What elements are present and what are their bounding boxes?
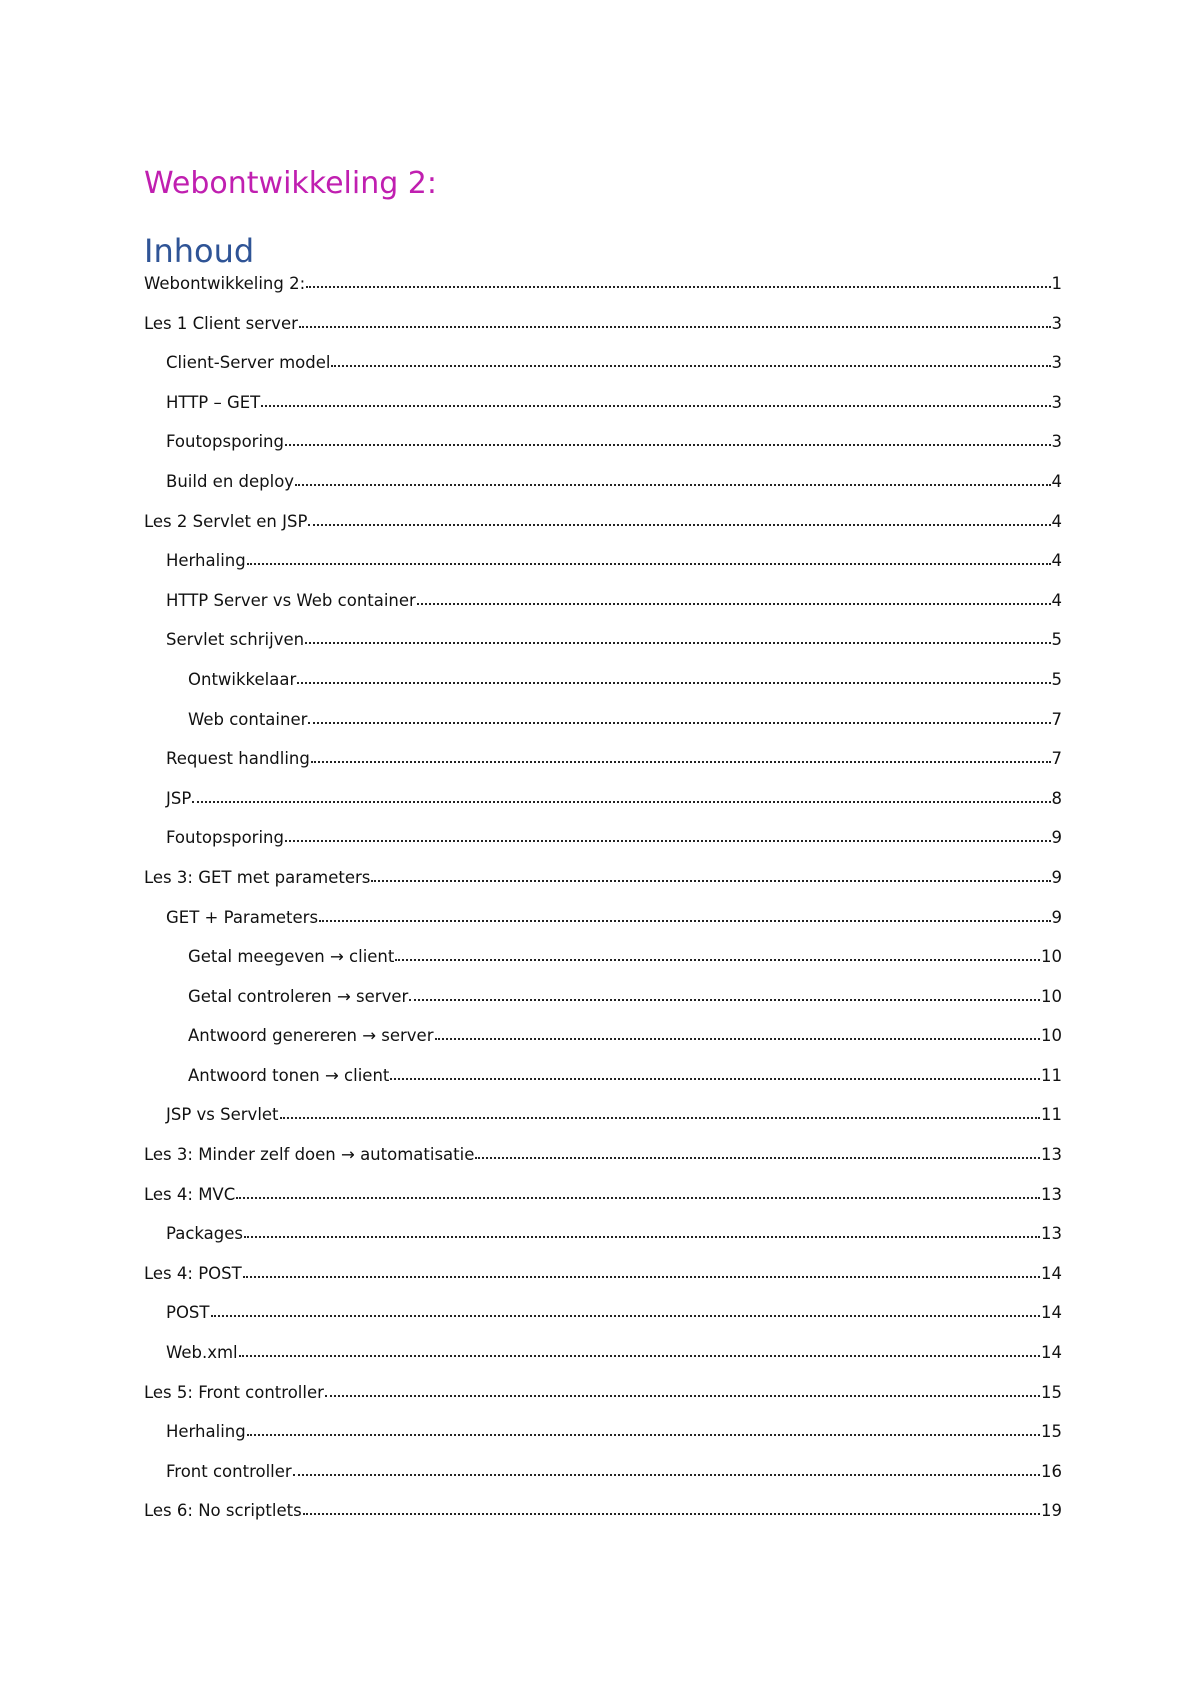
toc-entry-title: Web.xml [166, 1343, 238, 1363]
toc-heading: Inhoud [144, 232, 255, 270]
toc-page-number: 11 [1041, 1105, 1062, 1125]
toc-page-number: 5 [1051, 630, 1062, 650]
toc-page-number: 15 [1041, 1422, 1062, 1442]
toc-page-number: 10 [1041, 1026, 1062, 1046]
toc-entry[interactable] [144, 1501, 1062, 1541]
toc-dot-leader [435, 1038, 1041, 1040]
toc-page-number: 7 [1051, 709, 1062, 729]
toc-entry[interactable] [144, 670, 1062, 710]
toc-entry[interactable] [144, 472, 1062, 512]
toc-entry[interactable] [144, 1145, 1062, 1185]
toc-entry[interactable] [144, 1066, 1062, 1106]
toc-entry-title: Client-Server model [166, 353, 331, 373]
toc-page-number: 15 [1041, 1382, 1062, 1402]
toc-entry[interactable] [144, 908, 1062, 948]
toc-entry-title: JSP [166, 788, 192, 808]
toc-dot-leader [311, 761, 1051, 763]
table-of-contents [144, 274, 1062, 1541]
toc-page-number: 9 [1051, 867, 1062, 887]
toc-dot-leader [308, 722, 1050, 724]
toc-entry[interactable] [144, 1303, 1062, 1343]
toc-entry[interactable] [144, 1026, 1062, 1066]
toc-dot-leader [319, 920, 1050, 922]
toc-dot-leader [299, 326, 1051, 328]
toc-dot-leader [192, 801, 1050, 803]
toc-page-number: 1 [1051, 274, 1062, 293]
toc-page-number: 7 [1051, 749, 1062, 769]
toc-entry-title: HTTP – GET [166, 392, 261, 412]
toc-dot-leader [325, 1395, 1040, 1397]
toc-dot-leader [280, 1117, 1040, 1119]
toc-entry[interactable] [144, 630, 1062, 670]
toc-entry[interactable] [144, 314, 1062, 354]
toc-entry[interactable] [144, 749, 1062, 789]
toc-entry-title: Herhaling [166, 551, 246, 571]
toc-dot-leader [236, 1197, 1040, 1199]
toc-entry-title: GET + Parameters [166, 907, 319, 927]
toc-entry-title: Servlet schrijven [166, 630, 305, 650]
toc-dot-leader [247, 563, 1051, 565]
toc-page-number: 10 [1041, 986, 1062, 1006]
toc-entry-title: Les 2 Servlet en JSP [144, 511, 308, 531]
toc-entry[interactable] [144, 1343, 1062, 1383]
toc-page-number: 9 [1051, 828, 1062, 848]
toc-entry-title: Les 1 Client server [144, 313, 298, 333]
toc-page-number: 19 [1041, 1501, 1062, 1521]
toc-entry[interactable] [144, 1422, 1062, 1462]
toc-page-number: 4 [1051, 511, 1062, 531]
toc-entry-title: Antwoord tonen → client [188, 1065, 390, 1085]
toc-page-number: 3 [1051, 353, 1062, 373]
toc-dot-leader [308, 524, 1050, 526]
toc-page-number: 14 [1041, 1303, 1062, 1323]
toc-dot-leader [244, 1236, 1040, 1238]
toc-entry[interactable] [144, 512, 1062, 552]
toc-dot-leader [243, 1276, 1040, 1278]
toc-entry-title: Getal meegeven → client [188, 947, 395, 967]
toc-page-number: 4 [1051, 551, 1062, 571]
toc-page-number: 9 [1051, 907, 1062, 927]
toc-dot-leader [261, 405, 1050, 407]
toc-entry[interactable] [144, 947, 1062, 987]
toc-dot-leader [331, 365, 1050, 367]
toc-dot-leader [247, 1434, 1040, 1436]
toc-entry[interactable] [144, 828, 1062, 868]
toc-entry[interactable] [144, 710, 1062, 750]
toc-page-number: 14 [1041, 1263, 1062, 1283]
toc-entry-title: Webontwikkeling 2: [144, 274, 306, 293]
toc-page-number: 14 [1041, 1343, 1062, 1363]
toc-page-number: 8 [1051, 788, 1062, 808]
toc-page-number: 4 [1051, 471, 1062, 491]
toc-entry[interactable] [144, 551, 1062, 591]
toc-entry-title: Web container [188, 709, 308, 729]
toc-page-number: 3 [1051, 392, 1062, 412]
toc-entry[interactable] [144, 1224, 1062, 1264]
toc-dot-leader [211, 1315, 1041, 1317]
toc-entry[interactable] [144, 868, 1062, 908]
toc-entry-title: Build en deploy [166, 471, 295, 491]
toc-entry[interactable] [144, 1185, 1062, 1225]
document-title: Webontwikkeling 2: [144, 166, 437, 201]
toc-entry-title: POST [166, 1303, 210, 1323]
toc-entry-title: Herhaling [166, 1422, 246, 1442]
toc-page-number: 13 [1041, 1145, 1062, 1165]
toc-dot-leader [390, 1078, 1040, 1080]
toc-page-number: 16 [1041, 1461, 1062, 1481]
toc-entry[interactable] [144, 1264, 1062, 1304]
toc-dot-leader [239, 1355, 1040, 1357]
toc-page-number: 5 [1051, 669, 1062, 689]
toc-entry[interactable] [144, 393, 1062, 433]
toc-dot-leader [409, 999, 1040, 1001]
toc-entry-title: HTTP Server vs Web container [166, 590, 416, 610]
toc-entry[interactable] [144, 274, 1062, 314]
toc-entry-title: Les 3: GET met parameters [144, 867, 371, 887]
toc-entry-title: Foutopsporing [166, 432, 284, 452]
toc-entry[interactable] [144, 1462, 1062, 1502]
toc-page-number: 4 [1051, 590, 1062, 610]
toc-page-number: 13 [1041, 1184, 1062, 1204]
toc-dot-leader [305, 642, 1050, 644]
toc-entry-title: JSP vs Servlet [166, 1105, 279, 1125]
toc-page-number: 13 [1041, 1224, 1062, 1244]
toc-page-number: 10 [1041, 947, 1062, 967]
toc-dot-leader [417, 603, 1051, 605]
toc-dot-leader [475, 1157, 1040, 1159]
toc-entry[interactable] [144, 789, 1062, 829]
toc-dot-leader [293, 1474, 1040, 1476]
toc-entry-title: Front controller [166, 1461, 292, 1481]
toc-dot-leader [306, 286, 1050, 288]
toc-entry-title: Foutopsporing [166, 828, 284, 848]
toc-entry[interactable] [144, 987, 1062, 1027]
toc-page-number: 11 [1041, 1065, 1062, 1085]
toc-dot-leader [371, 880, 1050, 882]
toc-page-number: 3 [1051, 313, 1062, 333]
toc-entry-title: Packages [166, 1224, 243, 1244]
toc-dot-leader [297, 682, 1050, 684]
toc-entry-title: Antwoord genereren → server [188, 1026, 434, 1046]
toc-entry[interactable] [144, 591, 1062, 631]
toc-dot-leader [395, 959, 1040, 961]
toc-entry-title: Les 5: Front controller [144, 1382, 324, 1402]
toc-entry-title: Les 6: No scriptlets [144, 1501, 302, 1521]
toc-entry[interactable] [144, 1383, 1062, 1423]
toc-entry-title: Ontwikkelaar [188, 669, 297, 689]
toc-entry[interactable] [144, 432, 1062, 472]
toc-dot-leader [303, 1513, 1040, 1515]
toc-dot-leader [285, 840, 1051, 842]
toc-entry[interactable] [144, 1105, 1062, 1145]
toc-entry-title: Les 4: MVC [144, 1184, 236, 1204]
toc-dot-leader [295, 484, 1050, 486]
toc-entry-title: Les 3: Minder zelf doen → automatisatie [144, 1145, 475, 1165]
toc-entry-title: Request handling [166, 749, 310, 769]
toc-entry[interactable] [144, 353, 1062, 393]
toc-entry-title: Getal controleren → server [188, 986, 409, 1006]
toc-page-number: 3 [1051, 432, 1062, 452]
toc-dot-leader [285, 444, 1051, 446]
toc-entry-title: Les 4: POST [144, 1263, 242, 1283]
